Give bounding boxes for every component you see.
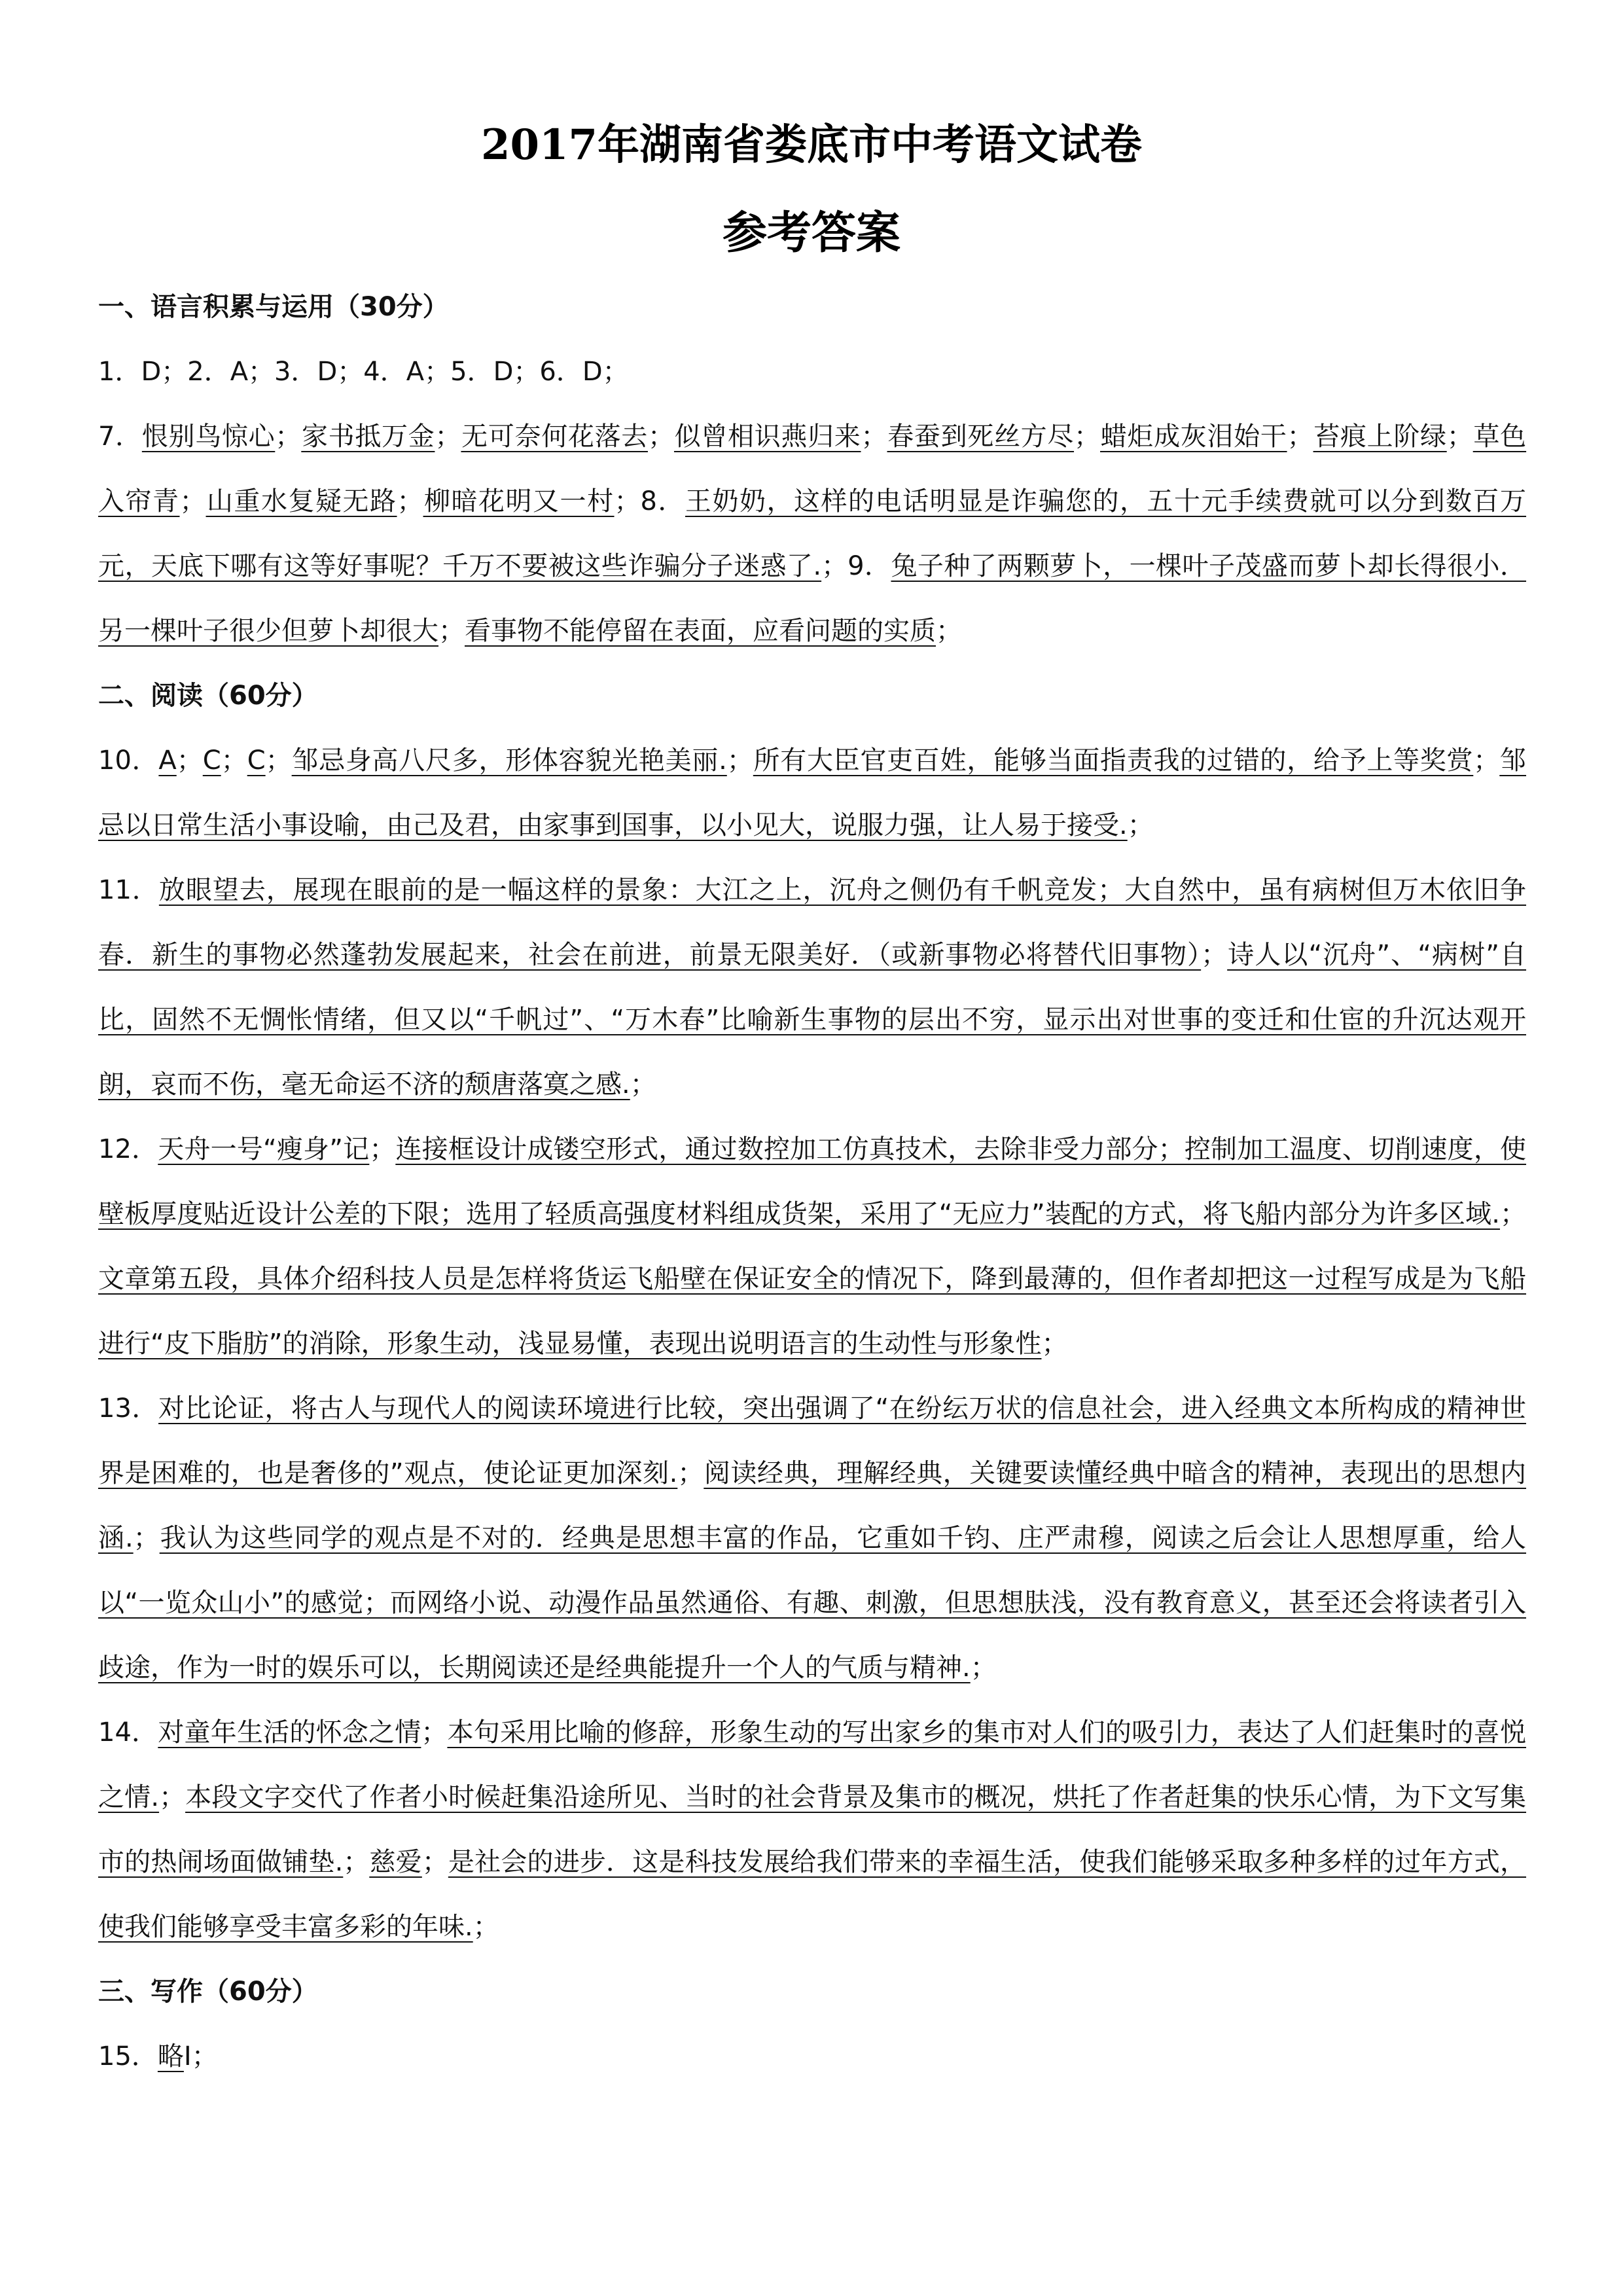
answer-q9-part: 看事物不能停留在表面，应看问题的实质 xyxy=(465,616,936,646)
page-subtitle: 参考答案 xyxy=(722,207,901,259)
separator: ； xyxy=(473,1912,499,1942)
separator: ； xyxy=(1446,422,1473,452)
section-heading-reading: 二、阅读（60分） xyxy=(98,681,318,711)
question-number: 8． xyxy=(640,486,685,516)
separator: ； xyxy=(159,1782,186,1812)
separator: ； xyxy=(1074,422,1101,452)
answer-q10-part: 所有大臣官吏百姓，能够当面指责我的过错的，给予上等奖赏 xyxy=(753,745,1474,776)
separator: ； xyxy=(1127,810,1154,840)
question-number: 9． xyxy=(847,551,891,581)
answer-q7-part: 无可奈何花落去 xyxy=(461,422,648,452)
answer-q10-part: A xyxy=(158,745,177,776)
answer-q12-part: 连接框设计成镂空形式，通过数控加工仿真技术，去除非受力部分；控制加工温度、切削速度，使壁板厚度贴近设计公差的下限；选用了轻质高强度材料组成货架，采用了“无应力”装配的方式，将飞船内部分为许多区域. xyxy=(98,1134,1527,1229)
separator: ； xyxy=(970,1653,997,1683)
answer-q12-part: 文章第五段，具体介绍科技人员是怎样将货运飞船壁在保证安全的情况下，降到最薄的，但作者却把这一过程写成是为飞船进行“皮下脂肪”的消除，形象生动，浅显易懂，表现出说明语言的生动性与形象性 xyxy=(98,1264,1526,1359)
separator: ； xyxy=(221,745,247,776)
answer-q11-part: 诗人以“沉舟”、“病树”自比，固然不无惆怅情绪，但又以“千帆过”、“万木春”比喻新生事物的层出不穷，显示出对世事的变迁和仕宦的升沉达观开朗，哀而不伤，毫无命运不济的颓唐落寞之感. xyxy=(98,940,1527,1100)
separator: ； xyxy=(1500,1199,1526,1229)
question-number: 10． xyxy=(98,745,159,776)
separator: ； xyxy=(1473,745,1500,776)
answer-q14-part: 慈爱 xyxy=(369,1847,422,1877)
answer-q7-part: 蜡炬成灰泪始干 xyxy=(1100,422,1287,452)
separator: ； xyxy=(1201,940,1228,970)
section-heading-language: 一、语言积累与运用（30分） xyxy=(98,292,449,322)
answer-q7-part: 山重水复疑无路 xyxy=(205,486,397,516)
answer-q13 xyxy=(98,1376,1526,1700)
answer-q7-part: 草色入帘青 xyxy=(98,422,1527,516)
answer-q10-part: 邹忌以日常生活小事设喻，由己及君，由家事到国事，以小见大，说服力强，让人易于接受. xyxy=(98,745,1527,840)
answer-q10-part: C xyxy=(247,745,266,776)
answer-q11-part: 放眼望去，展现在眼前的是一幅这样的景象：大江之上，沉舟之侧仍有千帆竞发；大自然中，虽有病树但万木依旧争春．新生的事物必然蓬勃发展起来，社会在前进，前景无限美好．（或新事物必将替代旧事物） xyxy=(98,875,1527,970)
question-number: 14． xyxy=(98,1717,158,1748)
separator: ； xyxy=(821,551,848,581)
separator: ； xyxy=(1287,422,1313,452)
answer-q7-part: 似曾相识燕归来 xyxy=(673,422,861,452)
question-number: 15． xyxy=(98,2041,158,2072)
answer-q7-part: 春蚕到死丝方尽 xyxy=(887,422,1075,452)
separator: ； xyxy=(614,486,641,516)
answer-q10-part: 邹忌身高八尺多，形体容貌光艳美丽. xyxy=(291,745,727,776)
separator: ； xyxy=(647,422,674,452)
separator: ； xyxy=(133,1523,160,1553)
answer-q7-part: 家书抵万金 xyxy=(301,422,435,452)
separator: ； xyxy=(176,745,203,776)
answer-q15: 略 xyxy=(157,2041,184,2072)
answer-q7-part: 柳暗花明又一村 xyxy=(423,486,615,516)
separator: ； xyxy=(265,745,292,776)
answer-q9-part: 兔子种了两颗萝卜，一棵叶子茂盛而萝卜却长得很小．另一棵叶子很少但萝卜却很大 xyxy=(98,551,1527,646)
separator: ； xyxy=(1041,1329,1068,1359)
answer-q14-part: 对童年生活的怀念之情 xyxy=(158,1717,421,1748)
answer-q10 xyxy=(98,728,1526,858)
answer-q14-part: 本句采用比喻的修辞，形象生动的写出家乡的集市对人们的吸引力，表达了人们赶集时的喜悦之情. xyxy=(98,1717,1527,1812)
separator: ； xyxy=(438,616,465,646)
answer-q1-6: 1．D；2．A；3．D；4．A；5．D；6．D； xyxy=(98,357,629,387)
answer-q13-part: 阅读经典，理解经典，关键要读懂经典中暗含的精神，表现出的思想内涵. xyxy=(98,1458,1527,1553)
question-number: 13． xyxy=(98,1393,159,1424)
question-number: 11． xyxy=(98,875,159,905)
answer-q7-part: 恨别鸟惊心 xyxy=(141,422,276,452)
answer-q12 xyxy=(98,1117,1526,1376)
separator: ； xyxy=(677,1458,704,1488)
separator: ； xyxy=(435,422,461,452)
separator: ； xyxy=(936,616,962,646)
separator: ； xyxy=(421,1847,448,1877)
question-number: 12． xyxy=(98,1134,158,1164)
separator: ； xyxy=(861,422,887,452)
separator: ； xyxy=(630,1069,656,1100)
answer-q7-9 xyxy=(98,404,1526,664)
separator: ； xyxy=(726,745,753,776)
separator: ； xyxy=(421,1717,448,1748)
question-number: 7． xyxy=(98,422,142,452)
answer-q14-part: 本段文字交代了作者小时候赶集沿途所见、当时的社会背景及集市的概况，烘托了作者赶集的快乐心情，为下文写集市的热闹场面做铺垫. xyxy=(98,1782,1527,1877)
answer-q7-part: 苔痕上阶绿 xyxy=(1313,422,1447,452)
separator: ； xyxy=(179,486,206,516)
answer-q15 xyxy=(98,2024,1526,2089)
answer-q12-part: 天舟一号“瘦身”记 xyxy=(158,1134,370,1164)
answer-q11 xyxy=(98,858,1526,1117)
separator: ； xyxy=(369,1134,396,1164)
answer-body xyxy=(98,275,1526,2089)
separator: ； xyxy=(343,1847,370,1877)
separator: ； xyxy=(275,422,302,452)
answer-q14 xyxy=(98,1700,1526,1960)
answer-q14-part: 是社会的进步．这是科技发展给我们带来的幸福生活，使我们能够采取多种多样的过年方式，使我们能够享受丰富多彩的年味. xyxy=(98,1847,1527,1942)
answer-q13-part: 我认为这些同学的观点是不对的．经典是思想丰富的作品，它重如千钧、庄严肃穆，阅读之后会让人思想厚重，给人以“一览众山小”的感觉；而网络小说、动漫作品虽然通俗、有趣、刺激，但思想肤浅，没有教育意义，甚至还会将读者引入歧途，作为一时的娱乐可以，长期阅读还是经典能提升一个人的气质与精神. xyxy=(98,1523,1527,1683)
separator: ； xyxy=(397,486,423,516)
answer-q10-part: C xyxy=(202,745,221,776)
answer-q13-part: 对比论证，将古人与现代人的阅读环境进行比较，突出强调了“在纷纭万状的信息社会，进入经典文本所构成的精神世界是困难的，也是奢侈的”观点，使论证更加深刻. xyxy=(98,1393,1526,1488)
section-heading-writing: 三、写作（60分） xyxy=(98,1977,318,2007)
page-title: 2017年湖南省娄底市中考语文试卷 xyxy=(480,120,1143,170)
answer-q15-tail: I； xyxy=(183,2041,218,2072)
answer-q8: 王奶奶，这样的电话明显是诈骗您的，五十元手续费就可以分到数百万元，天底下哪有这等好事呢？千万不要被这些诈骗分子迷惑了. xyxy=(98,486,1527,581)
